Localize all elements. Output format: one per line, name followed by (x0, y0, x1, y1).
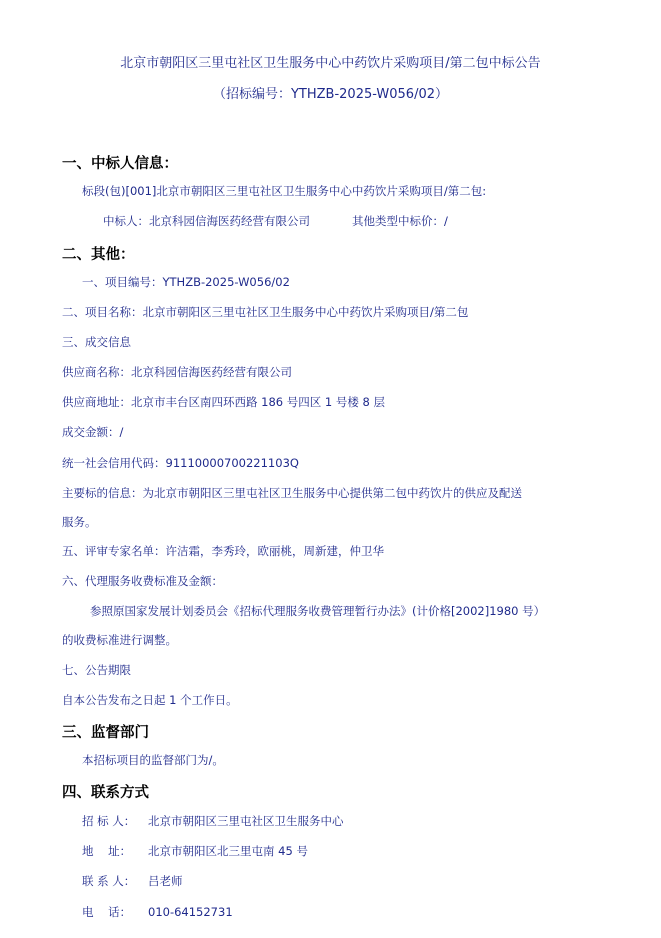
section-heading-contact: 四、联系方式 (62, 785, 149, 801)
tenderer-value: 北京市朝阳区三里屯社区卫生服务中心 (148, 814, 344, 828)
phone-value: 010-64152731 (148, 905, 233, 919)
address-label: 地 址： (82, 844, 132, 858)
winner-name: 中标人：北京科园信海医药经营有限公司 (103, 214, 310, 228)
section-heading-supervision: 三、监督部门 (62, 725, 149, 741)
supplier-name: 供应商名称：北京科园信海医药经营有限公司 (62, 365, 292, 379)
section-heading-other: 二、其他： (62, 247, 135, 263)
address-value: 北京市朝阳区北三里屯南 45 号 (148, 844, 308, 858)
tender-number: （招标编号：YTHZB-2025-W056/02） (212, 87, 448, 102)
fee-text-line2: 的收费标准进行调整。 (62, 633, 177, 647)
contact-tenderer (82, 813, 344, 829)
contact-label: 联 系 人： (82, 874, 136, 888)
period-heading: 七、公告期限 (62, 663, 131, 677)
fee-heading: 六、代理服务收费标准及金额： (62, 574, 223, 588)
project-name: 二、项目名称：北京市朝阳区三里屯社区卫生服务中心中药饮片采购项目/第二包 (62, 305, 469, 319)
contact-phone (82, 904, 233, 920)
announcement-title: 北京市朝阳区三里屯社区卫生服务中心中药饮片采购项目/第二包中标公告 (120, 56, 541, 71)
supplier-address: 供应商地址：北京市丰台区南四环西路 186 号四区 1 号楼 8 层 (62, 395, 386, 409)
period-text: 自本公告发布之日起 1 个工作日。 (62, 693, 238, 707)
fee-text-line1: 参照原国家发展计划委员会《招标代理服务收费管理暂行办法》(计价格[2002]1980 号） (90, 604, 546, 618)
supervision-text: 本招标项目的监督部门为/。 (82, 753, 224, 767)
phone-label: 电 话： (82, 905, 132, 919)
contact-value: 吕老师 (148, 874, 183, 888)
contact-person (82, 873, 183, 889)
subject-info-line1: 主要标的信息：为北京市朝阳区三里屯社区卫生服务中心提供第二包中药饮片的供应及配送 (62, 486, 522, 500)
contact-address (82, 843, 308, 859)
credit-code: 统一社会信用代码：91110000700221103Q (62, 456, 299, 470)
project-number: 一、项目编号：YTHZB-2025-W056/02 (82, 275, 290, 289)
deal-info-heading: 三、成交信息 (62, 335, 131, 349)
lot-line: 标段(包)[001]北京市朝阳区三里屯社区卫生服务中心中药饮片采购项目/第二包: (82, 184, 487, 198)
winner-price: 其他类型中标价：/ (352, 214, 448, 228)
winner-line (103, 213, 448, 229)
subject-info-line2: 服务。 (62, 515, 97, 529)
expert-list: 五、评审专家名单：许洁霜，李秀玲，欧丽桃，周新建，仲卫华 (62, 544, 384, 558)
tenderer-label: 招 标 人： (82, 814, 136, 828)
section-heading-winner-info: 一、中标人信息： (62, 156, 178, 172)
deal-amount: 成交金额：/ (62, 425, 124, 439)
